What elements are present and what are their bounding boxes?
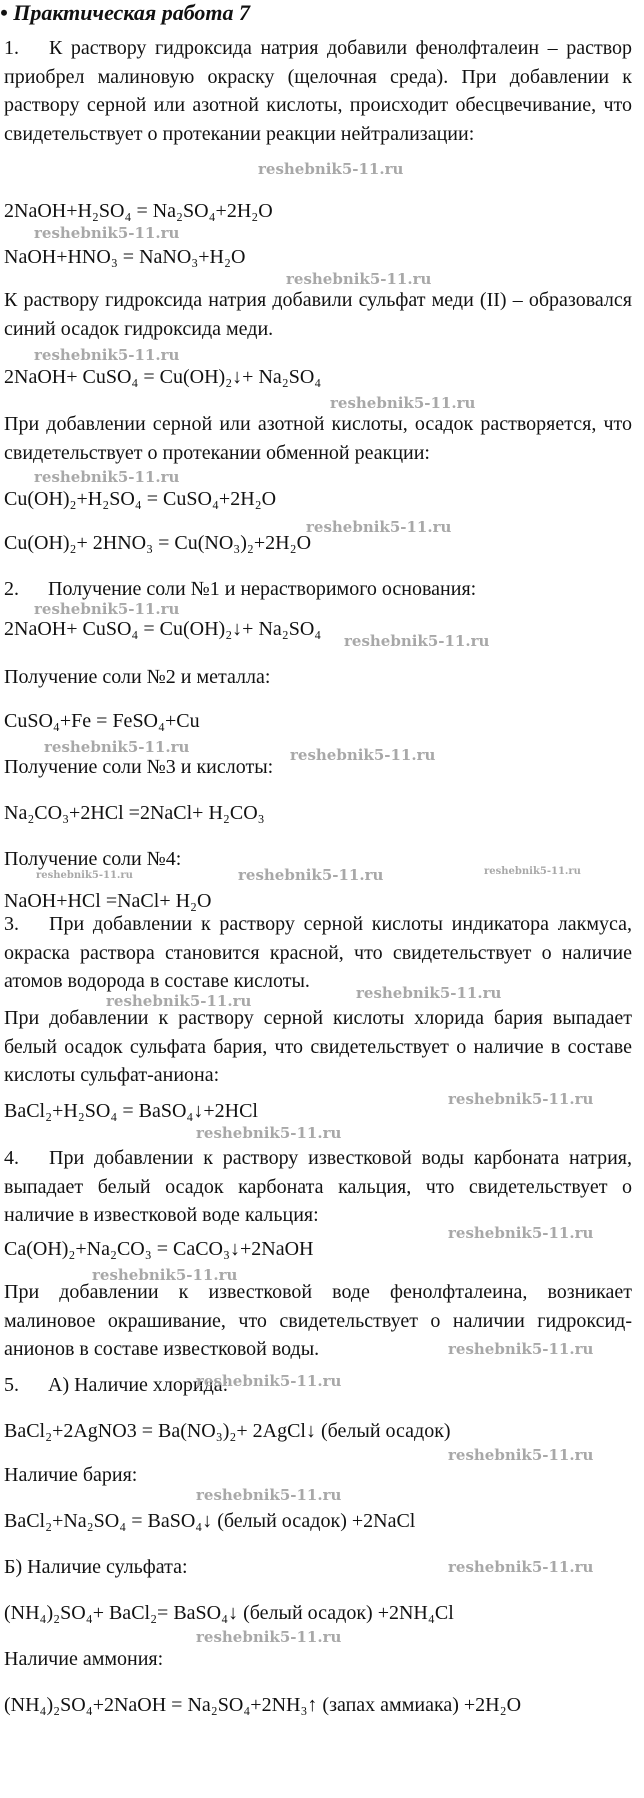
paragraph-7: 4. При добавлении к раствору известковой воды карбоната натрия, выпадает белый осадок карбоната кальция, что свидетельствует о наличие в известковой воде кальция: xyxy=(4,1147,632,1226)
watermark: reshebnik5-11.ru xyxy=(448,1224,594,1242)
watermark: reshebnik5-11.ru xyxy=(196,1124,342,1142)
line-ammonium: Наличие аммония: xyxy=(4,1648,164,1670)
watermark: reshebnik5-11.ru xyxy=(286,270,432,288)
watermark: reshebnik5-11.ru xyxy=(36,870,133,881)
equation-9: NaOH+HCl =NaCl+ H₂O xyxy=(4,890,212,912)
watermark: reshebnik5-11.ru xyxy=(356,984,502,1002)
equation-13: BaCl₂+Na₂SO₄ = BaSO₄↓ (белый осадок) +2NaCl xyxy=(4,1510,416,1532)
watermark: reshebnik5-11.ru xyxy=(344,632,490,650)
watermark: reshebnik5-11.ru xyxy=(258,160,404,178)
equation-8: Na₂CO₃+2HCl =2NaCl+ H₂CO₃ xyxy=(4,802,265,824)
page-title: • Практическая работа 7 xyxy=(0,0,251,25)
paragraph-8: При добавлении к известковой воде фенолфталеина, возникает малиновое окрашивание, что свидетельствует о наличии гидроксид-анионов в составе известковой воды. xyxy=(4,1281,632,1360)
paragraph-4 xyxy=(4,576,476,602)
watermark: reshebnik5-11.ru xyxy=(34,600,180,618)
paragraph-1: 1. К раствору гидроксида натрия добавили фенолфталеин – раствор приобрел малиновую окраску (щелочная среда). При добавлении к раствору серной или азотной кислоты, происходит обесцвечивание, что свидетельствует о протекании реакции нейтрализации: xyxy=(4,37,632,145)
watermark: reshebnik5-11.ru xyxy=(196,1486,342,1504)
paragraph-5: 3. При добавлении к раствору серной кислоты индикатора лакмуса, окраска раствора становится красной, что свидетельствует о наличие атомов водорода в составе кислоты. xyxy=(4,913,632,992)
equation-6: 2NaOH+ CuSO₄ = Cu(OH)₂↓+ Na₂SO₄ xyxy=(4,618,322,640)
equation-12: BaCl₂+2AgNO3 = Ba(NO₃)₂+ 2AgCl↓ (белый осадок) xyxy=(4,1420,451,1442)
item-number-2: 2. xyxy=(4,578,19,600)
equation-11: Ca(OH)₂+Na₂CO₃ = CaCO₃↓+2NaOH xyxy=(4,1238,314,1260)
watermark: reshebnik5-11.ru xyxy=(448,1446,594,1464)
watermark: reshebnik5-11.ru xyxy=(306,518,452,536)
watermark: reshebnik5-11.ru xyxy=(34,468,180,486)
paragraph-3: При добавлении серной или азотной кислоты, осадок растворяется, что свидетельствует о протекании обменной реакции: xyxy=(4,413,632,464)
watermark: reshebnik5-11.ru xyxy=(238,866,384,884)
watermark: reshebnik5-11.ru xyxy=(34,224,180,242)
watermark: reshebnik5-11.ru xyxy=(34,346,180,364)
watermark: reshebnik5-11.ru xyxy=(290,746,436,764)
paragraph-6: При добавлении к раствору серной кислоты хлорида бария выпадает белый осадок сульфата бария, что свидетельствует о наличие в составе кислоты сульфат-аниона: xyxy=(4,1007,632,1086)
equation-15: (NH₄)₂SO₄+2NaOH = Na₂SO₄+2NH₃↑ (запах аммиака) +2H₂O xyxy=(4,1694,522,1716)
watermark: reshebnik5-11.ru xyxy=(330,394,476,412)
watermark: reshebnik5-11.ru xyxy=(106,992,252,1010)
watermark: reshebnik5-11.ru xyxy=(448,1090,594,1108)
watermark: reshebnik5-11.ru xyxy=(448,1340,594,1358)
paragraph-2: К раствору гидроксида натрия добавили сульфат меди (II) – образовался синий осадок гидроксида меди. xyxy=(4,289,632,340)
equation-1: 2NaOH+H₂SO₄ = Na₂SO₄+2H₂O xyxy=(4,200,273,222)
line-salt-2: Получение соли №2 и металла: xyxy=(4,666,271,688)
item-number-5: 5. xyxy=(4,1374,19,1396)
paragraph-9 xyxy=(4,1372,228,1398)
watermark: reshebnik5-11.ru xyxy=(92,1266,238,1284)
line-salt-4: Получение соли №4: xyxy=(4,848,182,870)
equation-3: 2NaOH+ CuSO₄ = Cu(OH)₂↓+ Na₂SO₄ xyxy=(4,366,322,388)
paragraph-4-text: Получение соли №1 и нерастворимого основания: xyxy=(48,578,477,600)
line-sulfate: Б) Наличие сульфата: xyxy=(4,1556,188,1578)
watermark: reshebnik5-11.ru xyxy=(196,1372,342,1390)
equation-10: BaCl₂+H₂SO₄ = BaSO₄↓+2HCl xyxy=(4,1100,258,1122)
watermark: reshebnik5-11.ru xyxy=(196,1628,342,1646)
equation-2: NaOH+HNO₃ = NaNO₃+H₂O xyxy=(4,246,246,268)
equation-7: CuSO₄+Fe = FeSO₄+Cu xyxy=(4,710,200,732)
watermark: reshebnik5-11.ru xyxy=(448,1558,594,1576)
watermark: reshebnik5-11.ru xyxy=(484,866,581,877)
equation-14: (NH₄)₂SO₄+ BaCl₂= BaSO₄↓ (белый осадок) +2NH₄Cl xyxy=(4,1602,454,1624)
equation-5: Cu(OH)₂+ 2HNO₃ = Cu(NO₃)₂+2H₂O xyxy=(4,532,312,554)
line-salt-3: Получение соли №3 и кислоты: xyxy=(4,756,274,778)
paragraph-9-text: А) Наличие хлорида: xyxy=(48,1374,229,1396)
equation-4: Cu(OH)₂+H₂SO₄ = CuSO₄+2H₂O xyxy=(4,488,277,510)
watermark: reshebnik5-11.ru xyxy=(44,738,190,756)
line-barium: Наличие бария: xyxy=(4,1464,138,1486)
